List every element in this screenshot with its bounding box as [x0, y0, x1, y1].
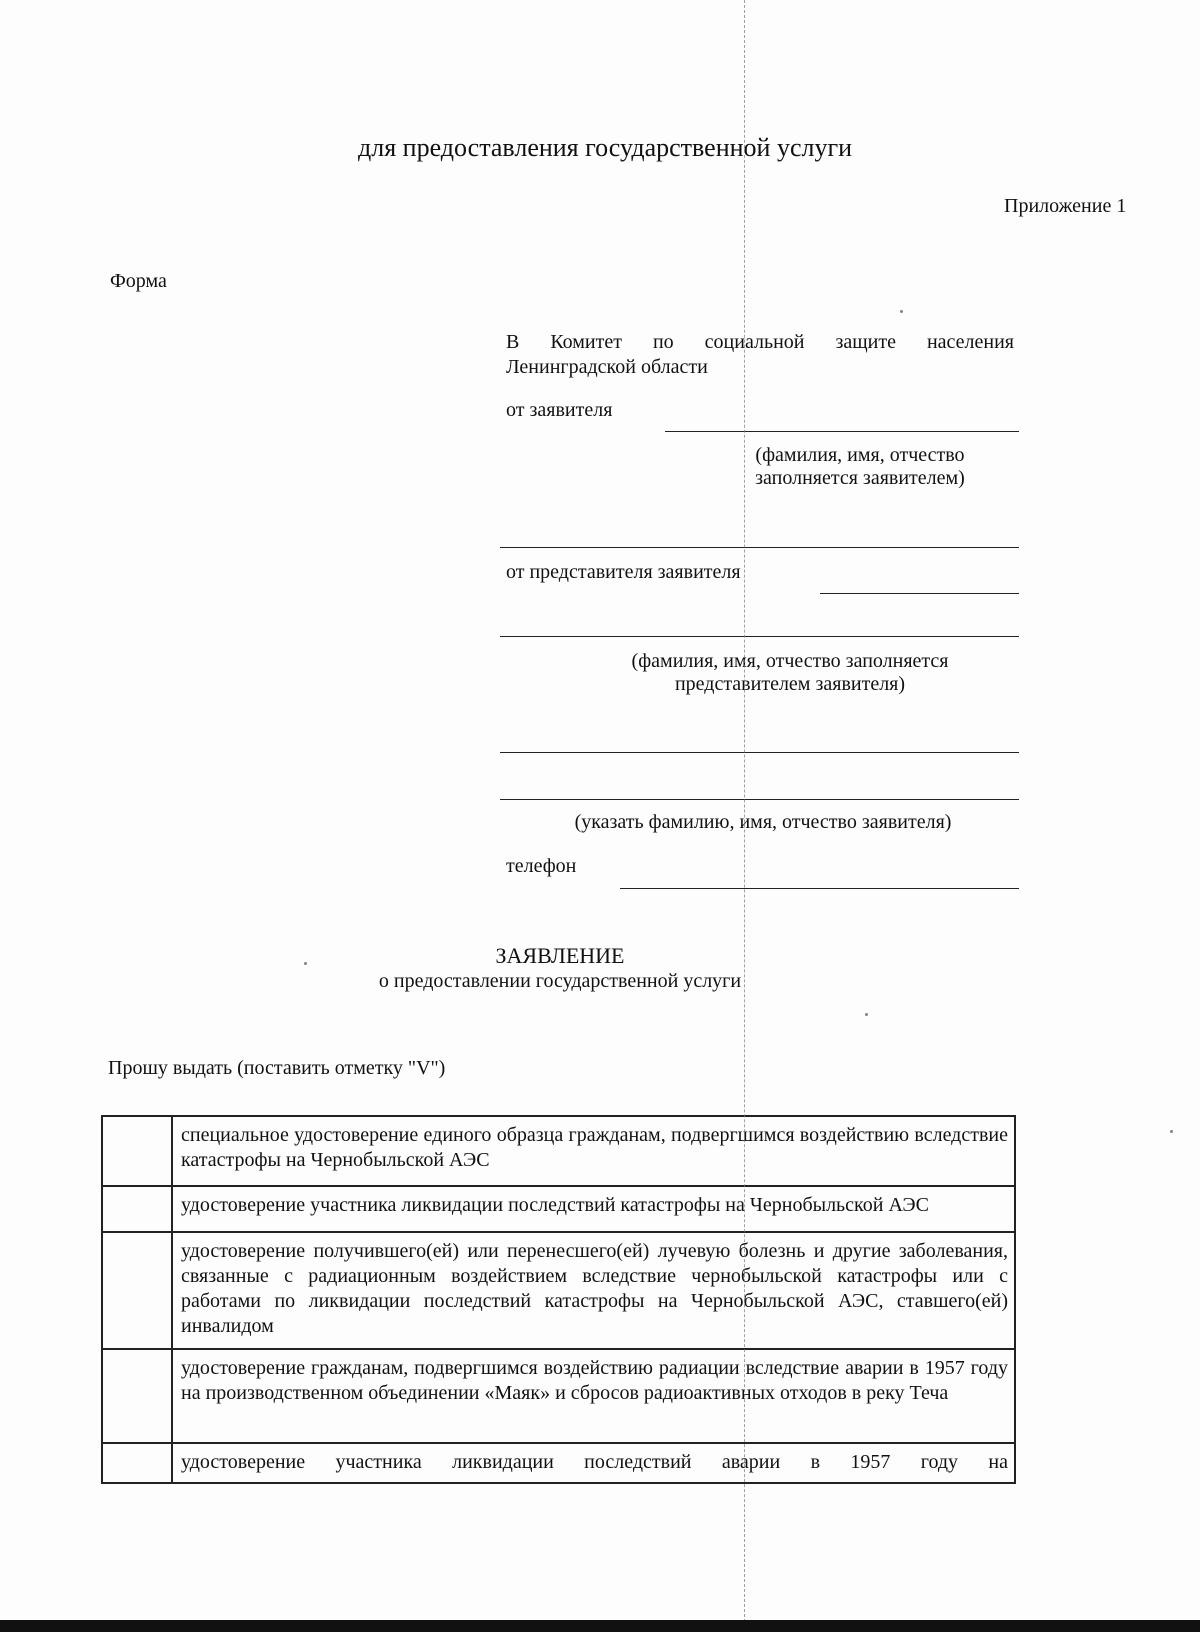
form-label: Форма: [110, 270, 167, 292]
option-text: удостоверение получившего(ей) или перенесшего(ей) лучевую болезнь и другие заболевания, связанные с радиационным воздействием вследствие чернобыльской катастрофы или с работами по ликвидации последствий катастрофы на Чернобыльской АЭС, ставшего(ей) инвалидом: [172, 1232, 1015, 1349]
representative-caption: [560, 650, 1020, 696]
applicant-name-by-rep-field[interactable]: [500, 752, 1019, 753]
option-checkbox[interactable]: [102, 1443, 172, 1483]
header-top-line: для предоставления государственной услуги: [358, 133, 853, 162]
scan-bottom-edge: [0, 1620, 1200, 1632]
request-line: Прошу выдать (поставить отметку "V"): [108, 1057, 446, 1079]
scan-speck: [865, 1013, 868, 1016]
option-text: удостоверение участника ликвидации последствий аварии в 1957 году на: [172, 1443, 1015, 1483]
option-checkbox[interactable]: [102, 1349, 172, 1443]
option-row: [102, 1443, 1015, 1483]
statement-subtitle: о предоставлении государственной услуги: [378, 970, 742, 992]
applicant-name-field[interactable]: [665, 431, 1019, 432]
addressee-line-1: В Комитет по социальной защите населения: [506, 331, 1014, 353]
option-row: [102, 1116, 1015, 1186]
certificate-options-table: [101, 1115, 1016, 1484]
scan-fold-line: [744, 0, 745, 1632]
phone-label: телефон: [506, 855, 577, 877]
from-applicant-label: от заявителя: [506, 399, 613, 421]
option-text: специальное удостоверение единого образца гражданам, подвергшимся воздействию вследствие катастрофы на Чернобыльской АЭС: [172, 1116, 1015, 1186]
option-text: удостоверение участника ликвидации последствий катастрофы на Чернобыльской АЭС: [172, 1186, 1015, 1232]
applicant-caption-line-2: заполняется заявителем): [755, 467, 965, 489]
option-checkbox[interactable]: [102, 1186, 172, 1232]
annex-label: Приложение 1: [1004, 195, 1127, 217]
option-checkbox[interactable]: [102, 1116, 172, 1186]
option-text: удостоверение гражданам, подвергшимся воздействию радиации вследствие аварии в 1957 году на производственном объединении «Маяк» и сбросов радиоактивных отходов в реку Теча: [172, 1349, 1015, 1443]
representative-name-field-2[interactable]: [500, 636, 1019, 637]
applicant-name-by-rep-field-2[interactable]: [500, 799, 1019, 800]
from-representative-label: от представителя заявителя: [506, 561, 741, 583]
applicant-extra-field[interactable]: [500, 547, 1019, 548]
representative-name-field[interactable]: [820, 593, 1019, 594]
representative-caption-line-1: (фамилия, имя, отчество заполняется: [631, 650, 949, 672]
applicant-caption: [700, 444, 1020, 490]
representative-caption-line-2: представителем заявителя): [674, 673, 906, 695]
option-row: [102, 1349, 1015, 1443]
phone-field[interactable]: [620, 888, 1019, 889]
applicant-caption-line-1: (фамилия, имя, отчество: [755, 444, 965, 466]
applicant-name-caption: (указать фамилию, имя, отчество заявителя): [574, 811, 952, 833]
scan-speck: [1170, 1130, 1173, 1133]
option-checkbox[interactable]: [102, 1232, 172, 1349]
scan-speck: [900, 310, 903, 313]
option-row: [102, 1232, 1015, 1349]
addressee-line-2: Ленинградской области: [506, 356, 708, 378]
scan-speck: [304, 962, 307, 965]
option-row: [102, 1186, 1015, 1232]
statement-title: ЗАЯВЛЕНИЕ: [495, 943, 625, 968]
